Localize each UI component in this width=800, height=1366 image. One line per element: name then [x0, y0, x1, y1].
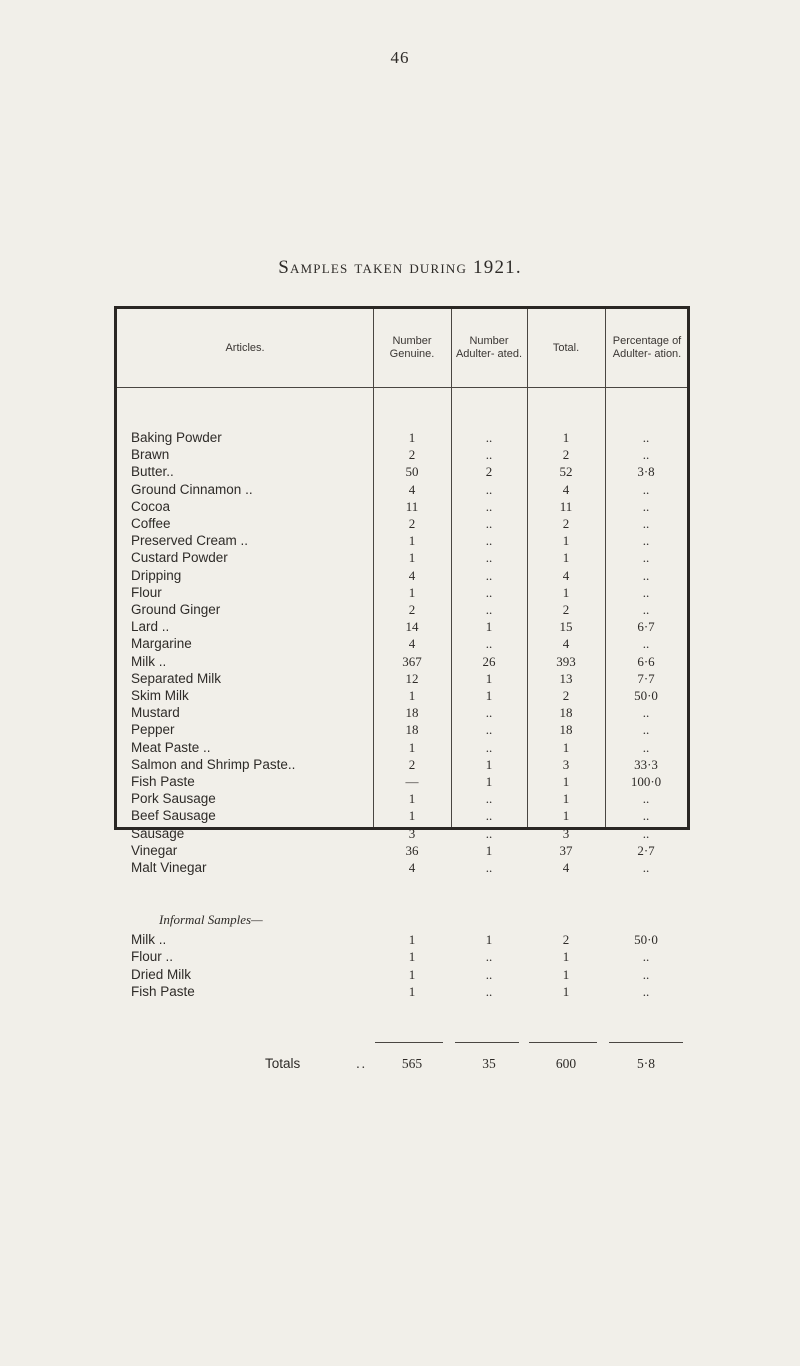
row-percentage: 50·0: [634, 932, 658, 948]
sum-rule: [609, 1042, 683, 1043]
row-adulterated: 1: [485, 670, 493, 686]
row-total: 3: [562, 756, 570, 772]
row-total: 1: [562, 966, 570, 982]
table-row: [117, 773, 687, 790]
header-divider: [117, 387, 687, 388]
row-adulterated: ..: [485, 949, 493, 965]
row-percentage: ..: [642, 481, 650, 497]
table-row: [117, 739, 687, 756]
row-adulterated: ..: [485, 825, 493, 841]
samples-table: [114, 306, 690, 1071]
row-genuine: 1: [408, 791, 416, 807]
table-row: [117, 601, 687, 618]
row-adulterated: 1: [485, 688, 493, 703]
row-percentage: ..: [642, 533, 650, 549]
row-genuine: 1: [408, 430, 416, 445]
row-genuine: 18: [405, 722, 419, 738]
row-adulterated: ..: [485, 447, 493, 463]
row-total: 1: [562, 584, 570, 600]
table-row: [117, 653, 687, 670]
row-article: Cocoa: [131, 498, 171, 514]
row-total: 2: [562, 516, 570, 531]
row-adulterated: ..: [485, 966, 493, 982]
table-row: [117, 515, 687, 532]
row-total: 15: [559, 619, 573, 635]
row-adulterated: ..: [485, 498, 493, 514]
row-total: 3: [562, 825, 570, 841]
row-genuine: 3: [408, 825, 416, 841]
table-row: [117, 635, 687, 652]
row-article: Pepper: [131, 722, 175, 738]
row-article: Dried Milk: [131, 966, 192, 982]
totals-adulterated: 35: [482, 1056, 496, 1071]
row-article: Malt Vinegar: [131, 860, 207, 875]
row-article: Mustard: [131, 705, 180, 721]
row-genuine: 1: [408, 584, 416, 600]
table-row: [117, 721, 687, 738]
row-article: Flour: [131, 584, 162, 600]
row-percentage: 100·0: [630, 774, 662, 789]
row-article: Brawn: [131, 447, 170, 463]
informal-samples-heading: Informal Samples—: [159, 912, 263, 927]
row-article: Salmon and Shrimp Paste..: [131, 756, 296, 772]
totals-percentage: 5·8: [637, 1056, 655, 1071]
row-total: 18: [559, 705, 573, 721]
row-total: 1: [562, 533, 570, 549]
row-total: 4: [562, 567, 570, 583]
row-article: Skim Milk: [131, 688, 189, 703]
sum-rule: [375, 1042, 443, 1043]
row-genuine: 14: [405, 619, 419, 635]
row-adulterated: 1: [485, 756, 493, 772]
table-row: [117, 498, 687, 515]
row-genuine: 1: [408, 932, 416, 948]
row-article: Preserved Cream ..: [131, 533, 249, 549]
totals-genuine: 565: [401, 1056, 423, 1071]
table-row: [117, 756, 687, 773]
row-total: 18: [559, 722, 573, 738]
row-genuine: 18: [405, 705, 419, 721]
row-genuine: 4: [408, 860, 416, 875]
row-total: 1: [562, 983, 570, 999]
row-article: Custard Powder: [131, 550, 228, 566]
row-genuine: 2: [408, 447, 416, 463]
row-article: Beef Sausage: [131, 808, 216, 824]
header-total: Total.: [552, 341, 580, 354]
sum-rule: [529, 1042, 597, 1043]
row-article: Ground Cinnamon ..: [131, 481, 253, 497]
row-percentage: ..: [642, 567, 650, 583]
row-total: 1: [562, 949, 570, 965]
header-genuine: Number Genuine.: [389, 335, 435, 360]
table-row: [117, 429, 687, 446]
row-article: Pork Sausage: [131, 791, 216, 807]
row-total: 37: [559, 842, 573, 858]
row-percentage: 33·3: [634, 756, 658, 772]
row-adulterated: ..: [485, 533, 493, 549]
row-adulterated: ..: [485, 739, 493, 755]
row-article: Dripping: [131, 567, 182, 583]
row-percentage: ..: [642, 860, 650, 875]
row-percentage: ..: [642, 825, 650, 841]
row-article: Sausage: [131, 825, 185, 841]
row-genuine: 1: [408, 983, 416, 999]
row-adulterated: 1: [485, 842, 493, 858]
row-genuine: 1: [408, 550, 416, 566]
row-percentage: ..: [642, 584, 650, 600]
row-article: Flour ..: [131, 949, 174, 965]
row-total: 1: [562, 550, 570, 566]
row-adulterated: ..: [485, 705, 493, 721]
row-percentage: ..: [642, 550, 650, 566]
row-adulterated: ..: [485, 550, 493, 566]
row-percentage: ..: [642, 498, 650, 514]
row-article: Ground Ginger: [131, 602, 221, 617]
sum-rule: [455, 1042, 519, 1043]
table-row: [117, 687, 687, 704]
header-percentage: Percentage of Adulter- ation.: [612, 335, 682, 360]
row-genuine: 1: [408, 688, 416, 703]
header-adulterated: Number Adulter- ated.: [455, 335, 523, 360]
row-adulterated: ..: [485, 983, 493, 999]
row-article: Baking Powder: [131, 430, 222, 445]
row-total: 2: [562, 932, 570, 948]
table-row: [117, 463, 687, 480]
table-row: [117, 931, 687, 948]
row-total: 1: [562, 774, 570, 789]
table-row: [117, 825, 687, 842]
header-articles: Articles.: [225, 341, 265, 354]
row-percentage: ..: [642, 949, 650, 965]
row-adulterated: ..: [485, 584, 493, 600]
row-article: Separated Milk: [131, 670, 222, 686]
row-percentage: ..: [642, 983, 650, 999]
row-article: Butter..: [131, 464, 174, 480]
table-row: [117, 618, 687, 635]
table-row: [117, 948, 687, 965]
table-row: [117, 704, 687, 721]
row-percentage: ..: [642, 739, 650, 755]
row-article: Milk ..: [131, 653, 167, 669]
row-adulterated: ..: [485, 516, 493, 531]
row-percentage: ..: [642, 705, 650, 721]
row-percentage: ..: [642, 516, 650, 531]
row-total: 1: [562, 430, 570, 445]
row-total: 2: [562, 447, 570, 463]
row-genuine: 4: [408, 481, 416, 497]
row-percentage: 6·7: [637, 619, 655, 635]
table-row: [117, 532, 687, 549]
row-article: Vinegar: [131, 842, 178, 858]
row-genuine: 1: [408, 808, 416, 824]
row-adulterated: 1: [485, 932, 493, 948]
row-genuine: 1: [408, 533, 416, 549]
row-genuine: 11: [405, 498, 419, 514]
row-article: Meat Paste ..: [131, 739, 211, 755]
leader-dots: ..: [356, 1056, 367, 1071]
table-title: [0, 257, 800, 279]
row-total: 393: [556, 653, 576, 669]
row-genuine: 2: [408, 602, 416, 617]
row-genuine: 12: [405, 670, 419, 686]
row-adulterated: ..: [485, 808, 493, 824]
table-row: [117, 983, 687, 1000]
row-total: 4: [562, 636, 570, 652]
row-total: 1: [562, 739, 570, 755]
row-genuine: —: [405, 774, 419, 789]
row-genuine: 4: [408, 567, 416, 583]
row-article: Lard ..: [131, 619, 170, 635]
table-row: [117, 567, 687, 584]
row-genuine: 1: [408, 739, 416, 755]
row-adulterated: 26: [482, 653, 496, 669]
row-total: 1: [562, 808, 570, 824]
row-percentage: ..: [642, 602, 650, 617]
row-article: Milk ..: [131, 932, 167, 948]
row-adulterated: ..: [485, 636, 493, 652]
table-title-text: Samples taken during 1921.: [278, 257, 522, 278]
totals-row: [117, 1055, 687, 1073]
table-row: [117, 584, 687, 601]
row-percentage: ..: [642, 791, 650, 807]
row-article: Coffee: [131, 516, 171, 531]
row-total: 4: [562, 481, 570, 497]
row-adulterated: 2: [485, 464, 493, 480]
row-adulterated: ..: [485, 567, 493, 583]
row-article: Fish Paste: [131, 774, 195, 789]
row-percentage: 3·8: [637, 464, 655, 480]
row-percentage: 2·7: [637, 842, 655, 858]
totals-label: Totals: [265, 1056, 301, 1071]
row-adulterated: ..: [485, 602, 493, 617]
row-genuine: 36: [405, 842, 419, 858]
row-genuine: 1: [408, 949, 416, 965]
row-adulterated: ..: [485, 860, 493, 875]
totals-total: 600: [555, 1056, 577, 1071]
row-adulterated: 1: [485, 774, 493, 789]
row-genuine: 2: [408, 756, 416, 772]
row-percentage: 6·6: [637, 653, 655, 669]
table-row: [117, 966, 687, 983]
row-total: 13: [559, 670, 573, 686]
row-percentage: ..: [642, 447, 650, 463]
row-genuine: 4: [408, 636, 416, 652]
row-total: 1: [562, 791, 570, 807]
row-percentage: ..: [642, 722, 650, 738]
table-row: [117, 670, 687, 687]
table-row: [117, 481, 687, 498]
row-genuine: 1: [408, 966, 416, 982]
row-article: Margarine: [131, 636, 192, 652]
row-article: Fish Paste: [131, 983, 195, 999]
row-total: 52: [559, 464, 573, 480]
row-percentage: ..: [642, 808, 650, 824]
row-genuine: 2: [408, 516, 416, 531]
table-row: [117, 790, 687, 807]
row-total: 2: [562, 688, 570, 703]
row-percentage: ..: [642, 966, 650, 982]
table-row: [117, 807, 687, 824]
row-genuine: 367: [402, 653, 422, 669]
row-adulterated: 1: [485, 619, 493, 635]
table-row: [117, 842, 687, 859]
row-total: 2: [562, 602, 570, 617]
row-genuine: 50: [405, 464, 419, 480]
row-adulterated: ..: [485, 791, 493, 807]
row-total: 11: [559, 498, 573, 514]
row-total: 4: [562, 860, 570, 875]
table-row: [117, 549, 687, 566]
row-percentage: ..: [642, 636, 650, 652]
row-adulterated: ..: [485, 722, 493, 738]
table-row: [117, 859, 687, 876]
row-adulterated: ..: [485, 430, 493, 445]
row-percentage: 7·7: [637, 670, 655, 686]
row-percentage: 50·0: [634, 688, 658, 703]
table-row: [117, 446, 687, 463]
row-adulterated: ..: [485, 481, 493, 497]
page-number: 46: [390, 48, 410, 67]
row-percentage: ..: [642, 430, 650, 445]
